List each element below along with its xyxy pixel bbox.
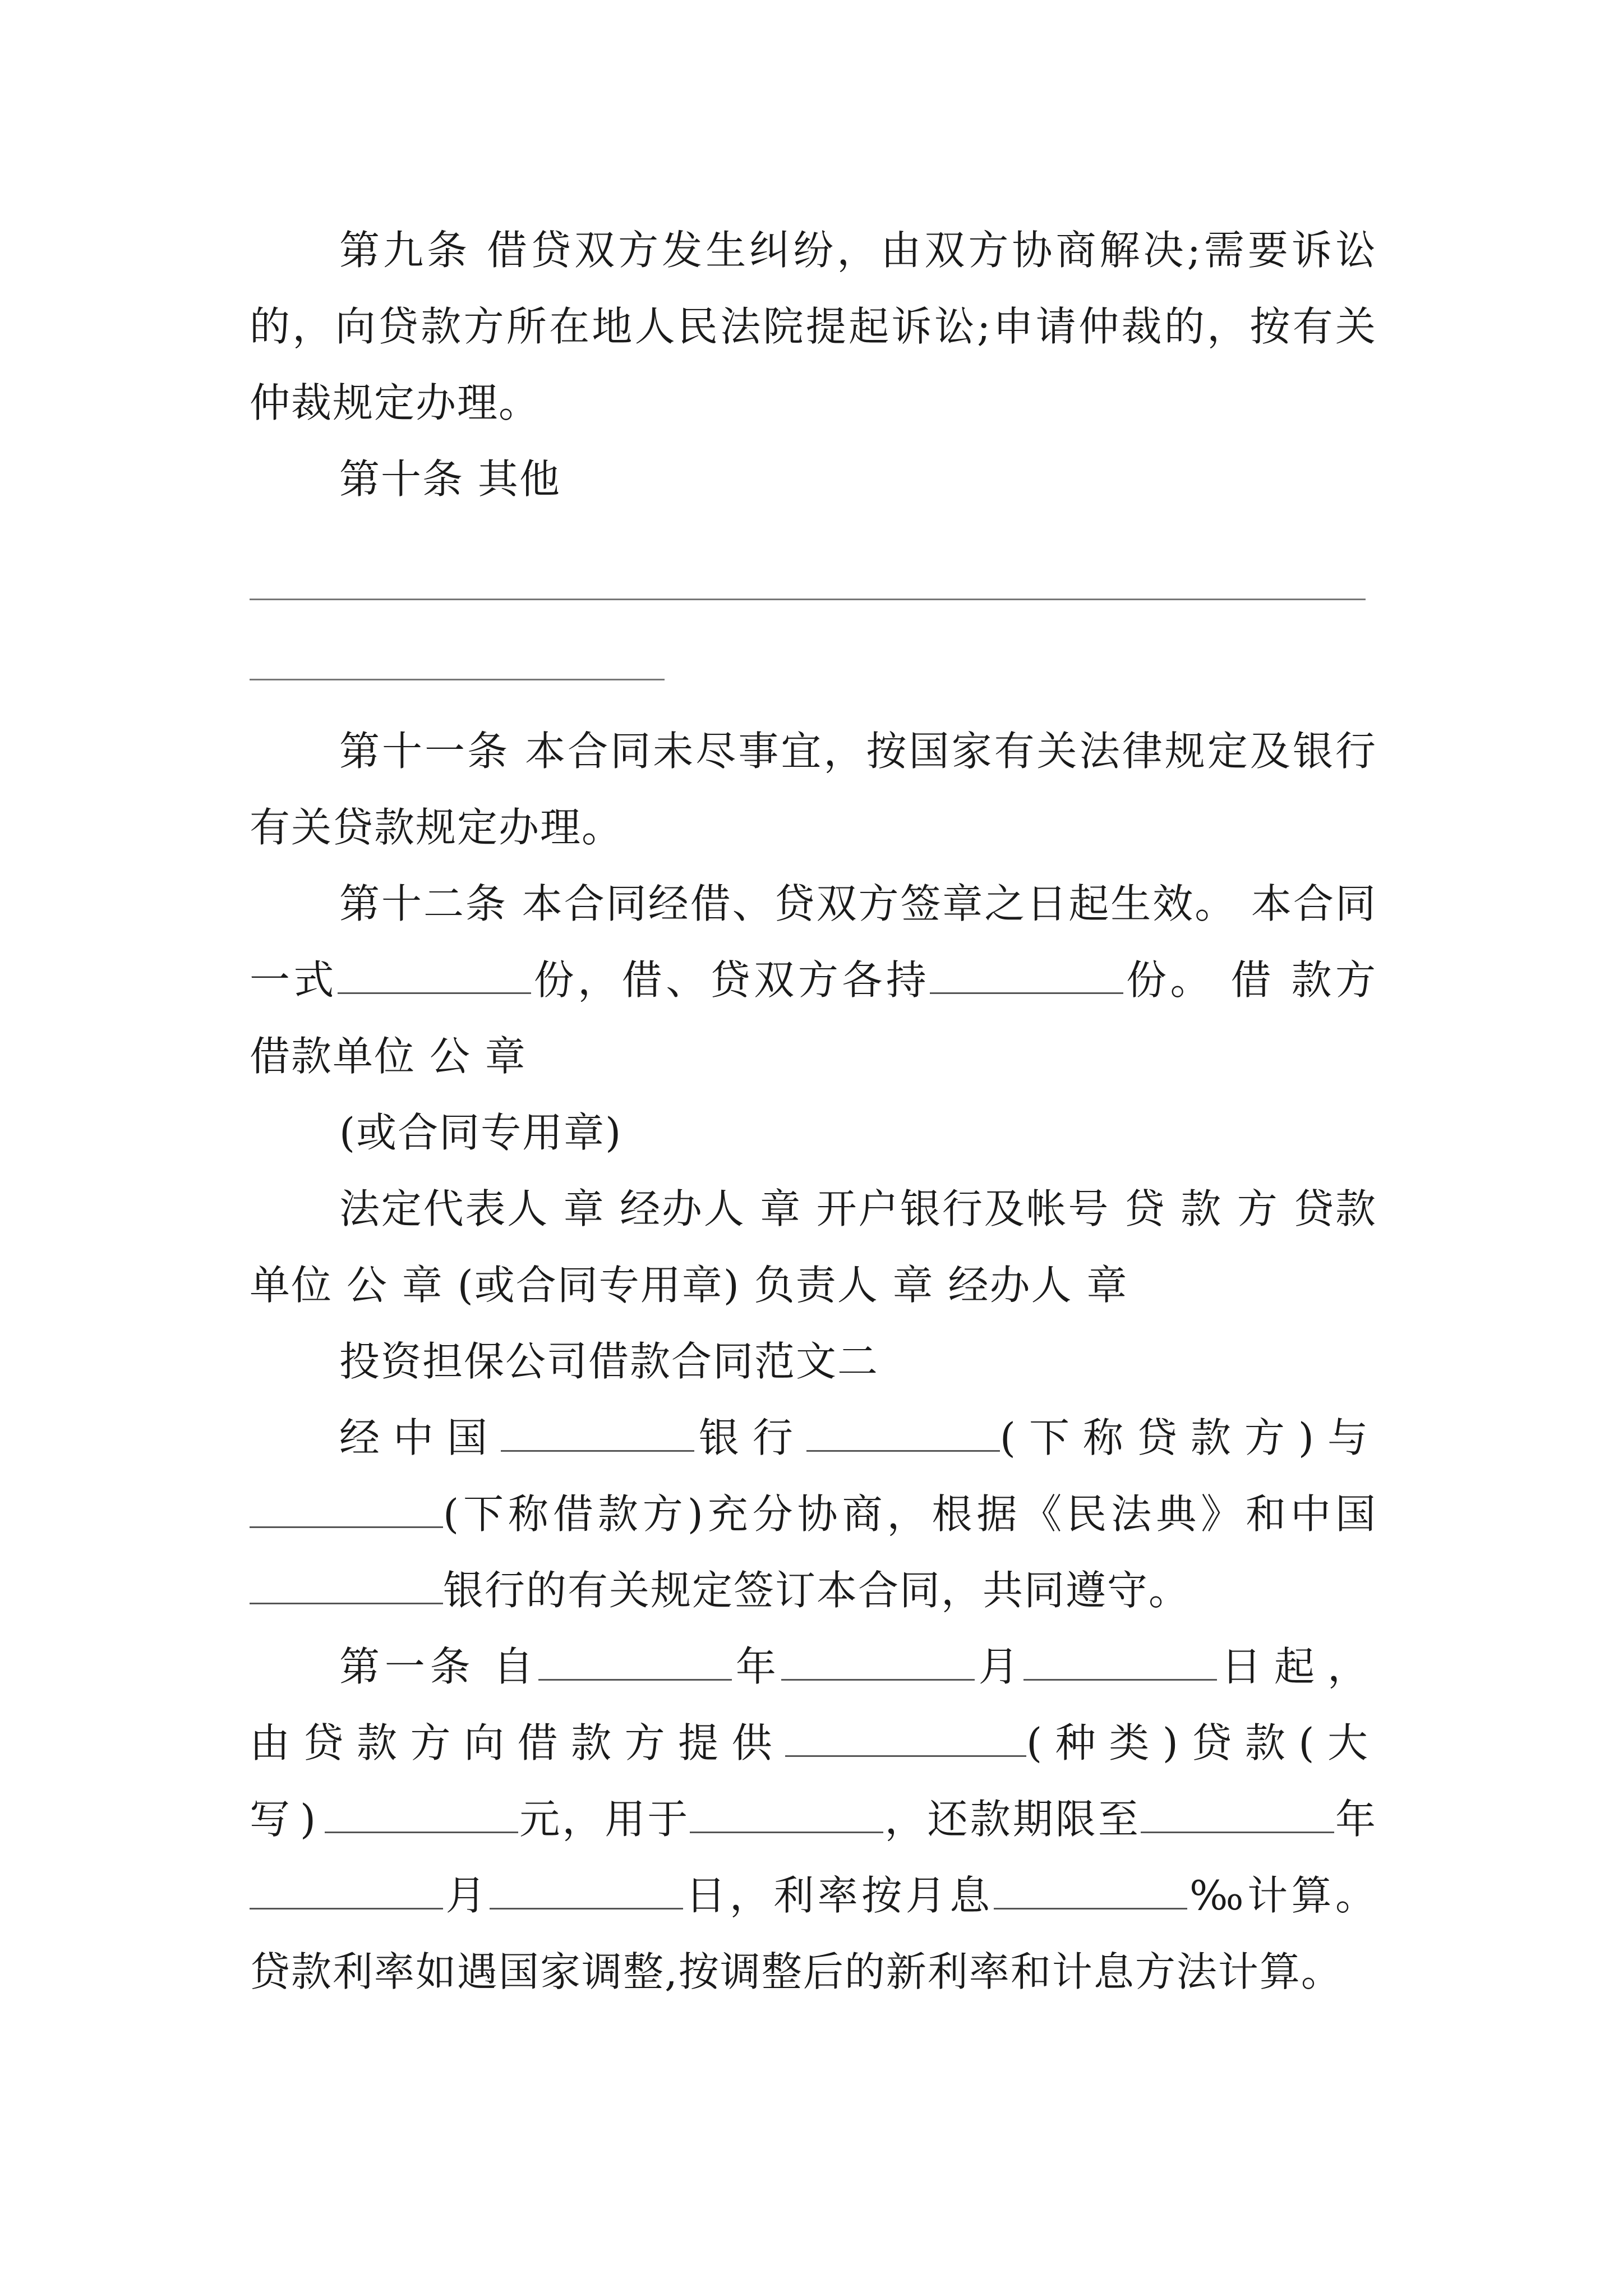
article-1-text-a: 第一条 自 bbox=[339, 1643, 539, 1690]
start-day-blank bbox=[1023, 1642, 1217, 1681]
article-1-text-h: 年 bbox=[1334, 1796, 1377, 1843]
article-1-text-c: 月 bbox=[974, 1643, 1024, 1690]
second-contract-title: 投资担保公司借款合同范文二 bbox=[339, 1338, 879, 1385]
intro-text-d: (下称借款方)充分协商，根据《民法典》和中国 bbox=[443, 1490, 1377, 1538]
article-1 bbox=[250, 1628, 1377, 2010]
due-year-blank bbox=[1141, 1795, 1334, 1833]
document-body bbox=[250, 212, 1377, 2010]
article-1-text-d: 日起，由贷款方向借款方提供 bbox=[250, 1643, 1377, 1766]
article-11: 第十一条 本合同未尽事宜，按国家有关法律规定及银行有关贷款规定办理。 bbox=[250, 728, 1377, 851]
intro-text-b: 银行 bbox=[694, 1414, 806, 1461]
purpose-blank bbox=[690, 1795, 883, 1833]
article-1-text-b: 年 bbox=[732, 1643, 781, 1690]
interest-rate-blank bbox=[994, 1871, 1187, 1910]
signature-block: 法定代表人 章 经办人 章 开户银行及帐号 贷 款 方 贷款单位 公 章 (或合同专用章) 负责人 章 经办人 章 bbox=[250, 1185, 1377, 1309]
article-12-text-a: 第十二条 本合同经借、贷双方签章之日起生效。 本合同一式 bbox=[250, 880, 1377, 1004]
bank-name-blank bbox=[501, 1413, 694, 1452]
article-12 bbox=[250, 866, 1377, 1094]
article-1-text-g: ，还款期限至 bbox=[883, 1796, 1141, 1843]
article-9: 第九条 借贷双方发生纠纷，由双方协商解决;需要诉讼的，向贷款方所在地人民法院提起诉讼;申请仲裁的，按有关仲裁规定办理。 bbox=[250, 227, 1377, 426]
fill-in-line-long bbox=[250, 599, 1366, 600]
lender-blank bbox=[806, 1413, 1000, 1452]
article-10: 第十条 其他 bbox=[339, 455, 561, 503]
bank-branch-blank bbox=[250, 1566, 443, 1604]
due-day-blank bbox=[490, 1871, 683, 1910]
intro-text-e: 银行的有关规定签订本合同，共同遵守。 bbox=[443, 1567, 1191, 1614]
loan-type-blank bbox=[785, 1718, 1026, 1757]
intro-text-a: 经中国 bbox=[339, 1414, 501, 1461]
article-1-text-j: 日，利率按月息 bbox=[683, 1872, 994, 1919]
article-1-text-i: 月 bbox=[443, 1872, 490, 1919]
fill-in-line-short bbox=[250, 679, 665, 680]
due-month-blank bbox=[250, 1871, 443, 1910]
article-1-text-f: 元，用于 bbox=[518, 1796, 690, 1843]
start-month-blank bbox=[781, 1642, 975, 1681]
amount-blank bbox=[325, 1795, 518, 1833]
start-year-blank bbox=[538, 1642, 732, 1681]
copies-blank bbox=[338, 955, 531, 994]
article-1-text-k: ‰计算。贷款利率如遇国家调整,按调整后的新利率和计息方法计算。 bbox=[250, 1872, 1377, 1995]
article-12-text-b: 份，借、贷双方各持 bbox=[531, 956, 930, 1004]
copies-each-blank bbox=[930, 955, 1123, 994]
borrower-blank bbox=[250, 1489, 443, 1528]
intro-text-c: (下称贷款方)与 bbox=[999, 1414, 1377, 1461]
seal-note: (或合同专用章) bbox=[339, 1109, 623, 1156]
intro-paragraph bbox=[250, 1400, 1377, 1628]
article-1-text-e: (种类)贷款(大写) bbox=[250, 1719, 1377, 1843]
article-12-text-c: 份。 借 款方 借款单位 公 章 bbox=[250, 956, 1377, 1080]
